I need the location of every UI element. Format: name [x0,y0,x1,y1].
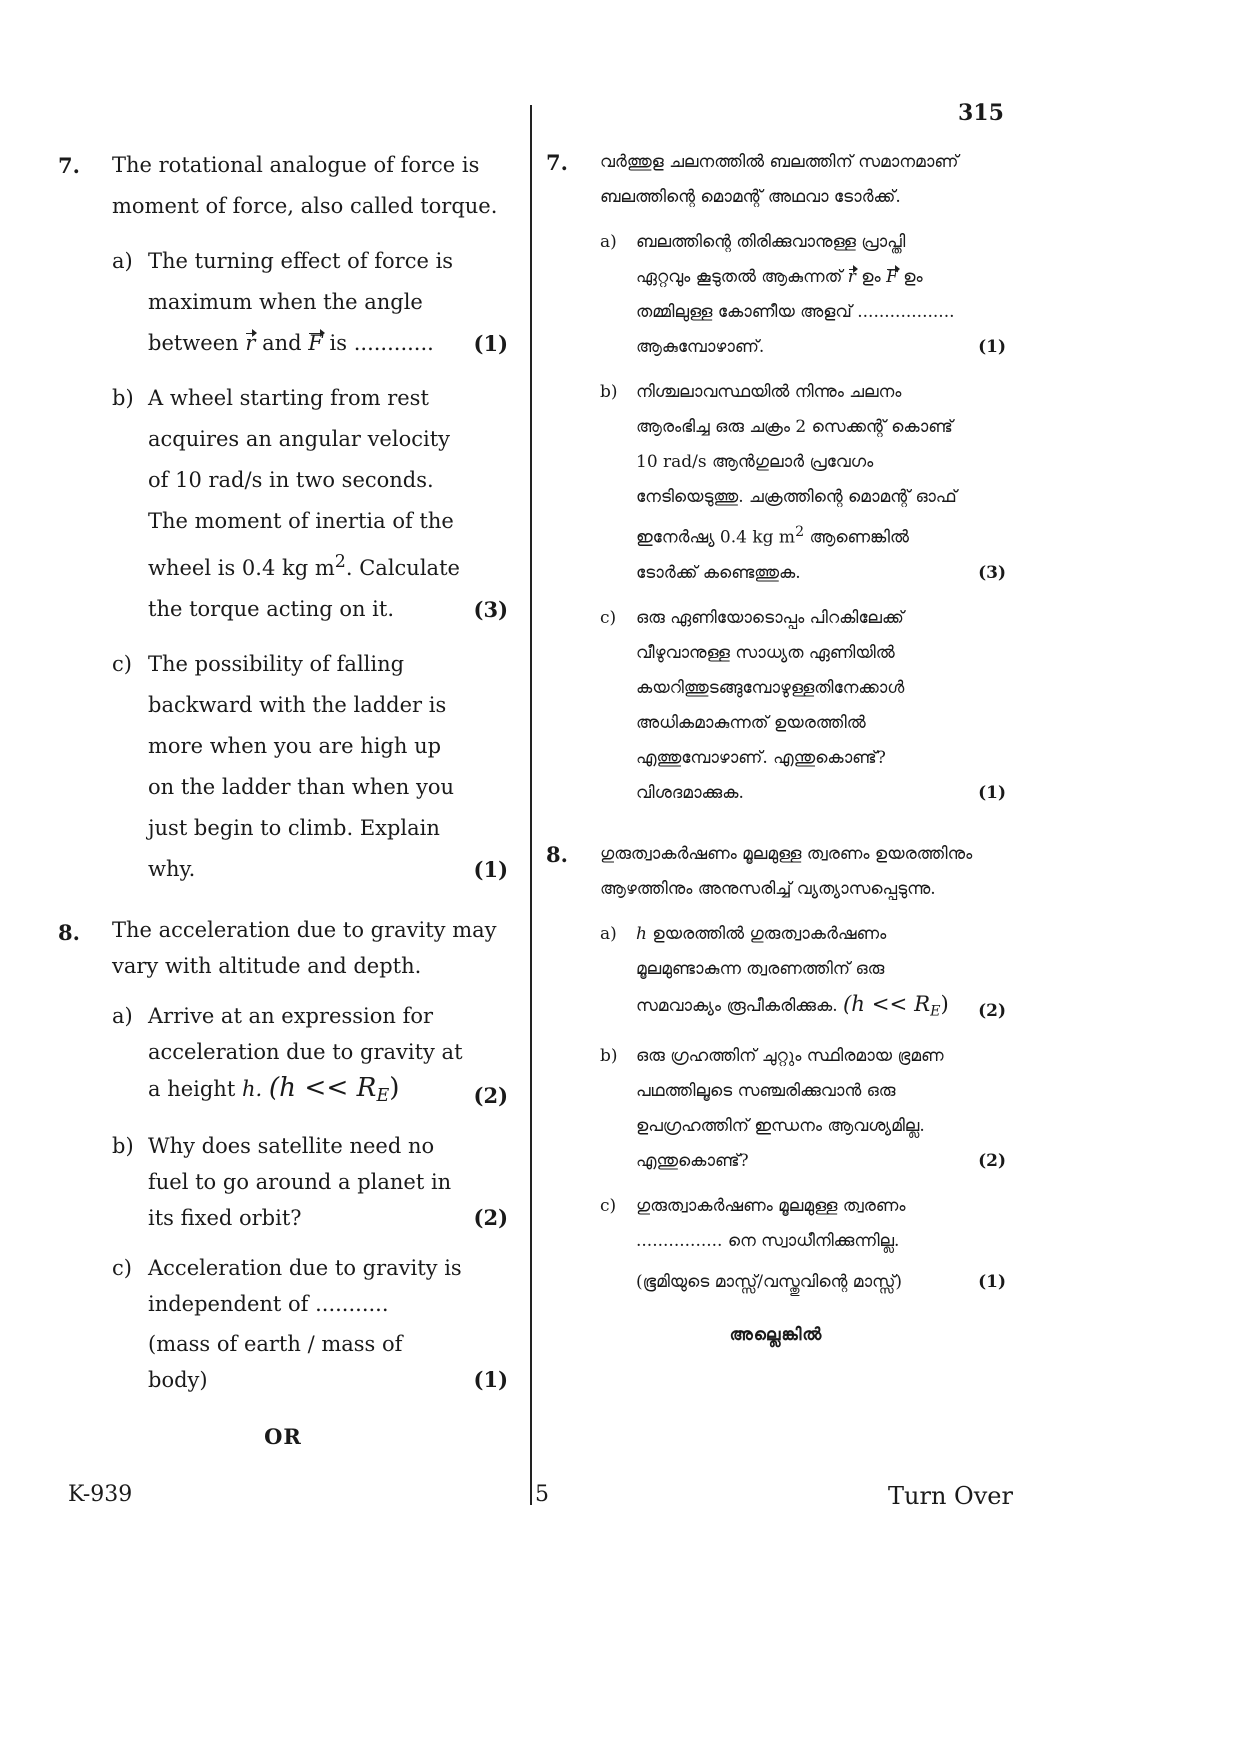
sub-label: b) [112,386,134,410]
question-number: 7. [58,153,80,178]
sub-label: a) [112,249,133,273]
sub-label: a) [600,232,617,252]
or-separator: OR [264,1424,302,1450]
subscript: E [376,1086,390,1107]
question-7-en [58,145,508,890]
sub-text: and [262,331,302,355]
sub-question-8a [600,917,1006,1029]
column-divider [530,105,532,1505]
marks: (2) [473,1083,508,1109]
marks: (3) [473,597,508,622]
marks: (1) [473,857,508,882]
sub-question-7b [600,375,1006,591]
superscript: 2 [795,524,805,540]
sub-text: Why does satellite need no fuel to go around a planet in its fixed orbit? [148,1134,452,1231]
or-separator: അല്ലെങ്കിൽ [729,1325,823,1346]
sub-text: ഉം [861,267,881,287]
malayalam-column [546,145,1006,1353]
question-number: 7. [546,150,568,175]
marks: (1) [978,337,1006,357]
sub-label: c) [112,1256,132,1281]
sub-text: Arrive at an expression for acceleration due to gravity at a height [148,1004,463,1101]
sub-text: Acceleration due to gravity is independent of ........... [148,1256,462,1317]
sub-text: . Calculate the torque acting on it. [148,556,460,621]
paper-code: K-939 [68,1482,133,1507]
sub-text: ഒരു ഏണിയോടൊപ്പം പിറകിലേക്ക് വീഴുവാനുള്ള സാധ്യത ഏണിയിൽ കയറിത്തുടങ്ങുമ്പോഴുള്ളതിനേക്കാൾ അധികമാകുന്നത് ഉയരത്തിൽ എത്തുമ്പോഴാണ്. എന്തുകൊണ്ട്? വിശദമാക്കുക. [636,607,905,803]
superscript: 2 [334,552,346,572]
sub-label: a) [112,1004,133,1028]
options: (ഭൂമിയുടെ മാസ്സ്/വസ്തുവിന്റെ മാസ്സ്) [636,1272,903,1293]
sub-text: ഉയരത്തിൽ ഗുരുത്വാകർഷണം മൂലമുണ്ടാകുന്ന ത്വരണത്തിന് ഒരു സമവാക്യം രൂപീകരിക്കുക. [636,923,887,1016]
sub-text: is ............ [329,331,434,355]
marks: (1) [473,1367,508,1393]
question-8-en [58,912,508,1398]
footer-page-number: 5 [535,1482,549,1507]
sub-text: The turning effect of force is maximum when the angle between [148,249,454,355]
sub-question-8c [600,1189,1006,1300]
marks: (2) [473,1205,508,1231]
sub-question-7c [112,644,508,890]
question-7-ml [546,145,1006,811]
condition-close: ) [389,1073,400,1103]
sub-text: A wheel starting from rest acquires an angular velocity of 10 rad/s in two seconds. The moment of inertia of the wheel is 0.4 kg m [148,386,454,580]
sub-label: c) [600,1196,617,1217]
marks: (2) [978,1151,1006,1172]
sub-question-8c [112,1250,508,1398]
vector-f: F [308,331,323,355]
sub-text: ഒരു ഗ്രഹത്തിന് ചുറ്റും സ്ഥിരമായ ഭ്രമണ പഥത്തിലൂടെ സഞ്ചരിക്കുവാൻ ഒരു ഉപഗ്രഹത്തിന് ഇന്ധനം ആവശ്യമില്ല. എന്തുകൊണ്ട്? [636,1046,944,1172]
sub-question-8b [112,1128,508,1236]
marks: (3) [978,562,1006,583]
vector-r: r [847,267,856,287]
question-8-ml [546,837,1006,1300]
turn-over-text: Turn Over [888,1482,1013,1510]
options: (mass of earth / mass of body) [148,1332,403,1393]
question-number: 8. [58,920,80,945]
vector-f: F [886,267,898,287]
question-stem: The acceleration due to gravity may vary with altitude and depth. [112,918,497,978]
sub-text: ആണെങ്കിൽ ടോർക്ക് കണ്ടെത്തുക. [636,527,909,583]
condition: (h << R [843,991,931,1017]
page-number: 315 [958,100,1004,126]
sub-question-8a [112,998,508,1114]
sub-text: നിശ്ചലാവസ്ഥയിൽ നിന്നും ചലനം ആരംഭിച്ച ഒരു ചക്രം 2 സെക്കന്റ് കൊണ്ട് 10 rad/s ആൻഗുലാർ പ്രവേഗം നേടിയെടുത്തു. ചക്രത്തിന്റെ മൊമന്റ് ഓഫ് ഇനേർഷ്യ 0.4 kg m [636,382,957,548]
sub-label: b) [600,382,618,402]
marks: (1) [978,1272,1006,1293]
sub-label: c) [112,652,132,676]
subscript: E [930,1003,941,1020]
sub-text: The possibility of falling backward with the ladder is more when you are high up on the ladder than when you just begin to climb. Explain why. [148,652,455,881]
marks: (1) [473,331,508,356]
sub-text: ഉം തമ്മിലുള്ള കോണീയ അളവ് .................. ആകുമ്പോഴാണ്. [636,267,955,357]
sub-question-8b [600,1039,1006,1179]
variable-h: h [636,923,647,944]
sub-label: a) [600,923,617,944]
english-column [58,145,508,1457]
question-stem: ഗുരുത്വാകർഷണം മൂലമുള്ള ത്വരണം ഉയരത്തിനും ആഴത്തിനും അനുസരിച്ച് വ്യത്യാസപ്പെടുന്നു. [600,843,973,899]
sub-label: b) [112,1134,134,1159]
question-number: 8. [546,841,568,867]
marks: (1) [978,782,1006,803]
sub-label: c) [600,607,617,628]
condition-close: ) [940,991,949,1017]
question-stem: The rotational analogue of force is moment of force, also called torque. [112,153,498,218]
sub-question-7a [600,225,1006,365]
sub-question-7c [600,601,1006,811]
condition: (h << R [268,1073,377,1103]
sub-question-7b [112,378,508,630]
sub-text: ബലത്തിന്റെ തിരിക്കുവാനുള്ള പ്രാപ്തി ഏറ്റവും കൂടുതൽ ആകുന്നത് [636,232,906,287]
question-stem: വർത്തുള ചലനത്തിൽ ബലത്തിന് സമാനമാണ് ബലത്തിന്റെ മൊമന്റ് അഥവാ ടോർക്ക്. [600,152,959,207]
sub-text: ഗുരുത്വാകർഷണം മൂലമുള്ള ത്വരണം ................ നെ സ്വാധീനിക്കുന്നില്ല. [636,1196,906,1252]
marks: (2) [978,1001,1006,1022]
sub-label: b) [600,1046,618,1067]
variable-h: h. [241,1077,263,1101]
sub-question-7a [112,241,508,364]
vector-r: r [245,331,256,355]
